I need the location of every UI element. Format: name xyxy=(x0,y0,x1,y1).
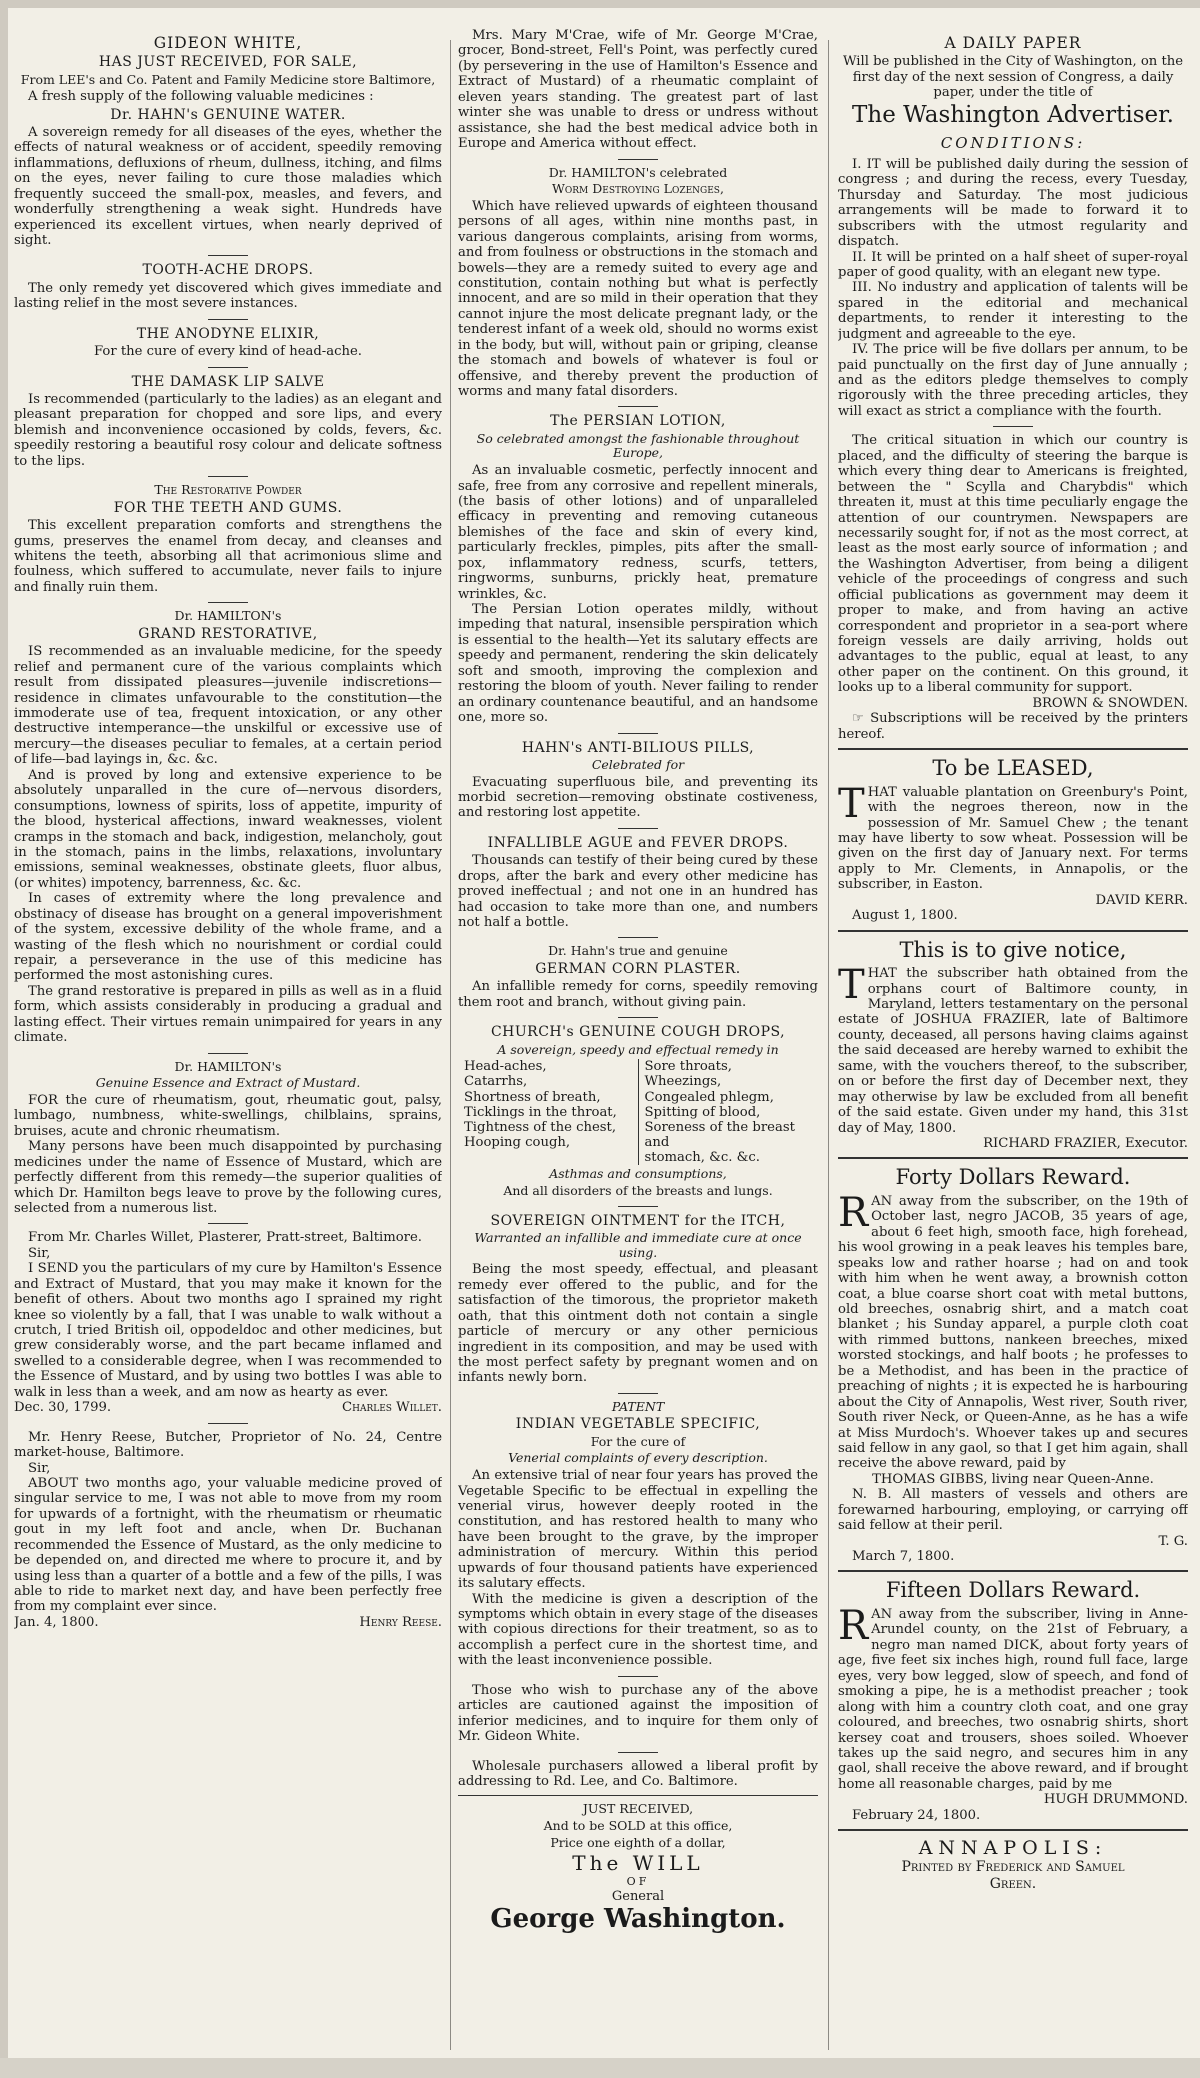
lip-body: Is recommended (particularly to the ladies) as an elegant and pleasant preparation for chopped and sore lips, and every blemish and inconvenience occasioned by colds, fevers, &c. speedily restoring a beautiful rosy colour and delicate softness to the lips. xyxy=(14,391,442,469)
cough-end: And all disorders of the breasts and lungs. xyxy=(503,1183,773,1199)
ad-worm-lozenges xyxy=(458,166,818,400)
mustard-title: Dr. HAMILTON's xyxy=(174,1058,282,1074)
forty-text xyxy=(838,1189,1188,1472)
forty-initials: T. G. xyxy=(1158,1533,1188,1549)
ad-mustard xyxy=(14,1060,442,1217)
symptom: Congealed phlegm, xyxy=(644,1089,774,1105)
ad-restorative-powder xyxy=(14,483,442,595)
ad-gideon-white xyxy=(14,34,442,248)
reese-heading: Mr. Henry Reese, Butcher, Proprietor of No. 24, Centre market-house, Baltimore. xyxy=(14,1429,442,1461)
subscriptions-note: ☞ Subscriptions will be received by the printers hereof. xyxy=(838,711,1188,742)
daily-title: A DAILY PAPER xyxy=(944,34,1082,52)
anodyne-title: THE ANODYNE ELIXIR, xyxy=(136,325,320,342)
imprint-title: ANNAPOLIS: xyxy=(918,1837,1108,1860)
divider xyxy=(618,1393,658,1394)
notice-signature: RICHARD FRAZIER, Executor. xyxy=(983,1135,1188,1151)
reese-body: ABOUT two months ago, your valuable medicine proved of singular service to me, I was not able to move from my room for upwards of a fortnight, with the rheumatism or rheumatic gout in my left foot and ancle, when Dr. Buchanan recommended the Essence of Mustard, as the only medicine to be depended on, and directed me where to procure it, and by using less than a quarter of a bottle and a few of the pills, I was able to ride to market next day, and have been perfectly free from my complaint ever since. xyxy=(14,1475,442,1615)
ad-forty-dollars xyxy=(838,1165,1188,1564)
divider xyxy=(838,1157,1188,1159)
ad-notice-frazier xyxy=(838,938,1188,1152)
lip-title: THE DAMASK LIP SALVE xyxy=(131,373,325,390)
mustard-body-2: Many persons have been much disappointed by purchasing medicines under the name of Essence of Mustard, which are perfectly different from this remedy—the superior qualities of which Dr. Hamilton begs leave to prove by the following cures, selected from a numerous list. xyxy=(14,1139,442,1216)
indian-title: INDIAN VEGETABLE SPECIFIC, xyxy=(515,1416,761,1433)
divider xyxy=(208,319,248,320)
mustard-subtitle: Genuine Essence and Extract of Mustard. xyxy=(95,1075,361,1091)
powder-subtitle: FOR THE TEETH AND GUMS. xyxy=(113,499,343,516)
pills-title: HAHN's ANTI-BILIOUS PILLS, xyxy=(521,739,755,756)
page-edge-bottom xyxy=(0,2058,1200,2078)
willet-date: Dec. 30, 1799. xyxy=(14,1400,112,1416)
itch-subtitle: Warranted an infallible and immediate cure at once using. xyxy=(474,1230,802,1260)
ad-washington-will xyxy=(458,1802,818,1934)
symptom: Hooping cough, xyxy=(464,1135,571,1151)
symptom: Ticklings in the throat, xyxy=(464,1104,617,1120)
forty-nb: N. B. All masters of vessels and others are forewarned harbouring, employing, or carrying off said fellow at their peril. xyxy=(838,1487,1188,1534)
fifteen-date: February 24, 1800. xyxy=(852,1807,981,1823)
persian-title: The PERSIAN LOTION, xyxy=(550,413,726,430)
symptom: Catarrhs, xyxy=(464,1074,528,1090)
imprint xyxy=(838,1837,1188,1892)
forty-title: Forty Dollars Reward. xyxy=(895,1165,1131,1190)
testimonial-mccrae xyxy=(458,28,818,152)
forty-date: March 7, 1800. xyxy=(852,1549,955,1565)
itch-body: Being the most speedy, effectual, and pleasant remedy ever offered to the public, and for the satisfaction of the timorous, the proprietor maketh oath, that this ointment doth not contain a single particle of mercury or any other pernicious ingredient in its composition, and may be used with the most perfect safety by pregnant women and on infants newly born. xyxy=(458,1262,818,1386)
leased-text xyxy=(838,780,1188,893)
cough-subtitle: A sovereign, speedy and effectual remedy in xyxy=(497,1041,779,1057)
forty-signature: THOMAS GIBBS, living near Queen-Anne. xyxy=(872,1471,1154,1487)
indian-subtitle-2: Venerial complaints of every description. xyxy=(508,1450,768,1466)
leased-body: HAT valuable plantation on Greenbury's Point, with the negroes thereon, now in the possession of Mr. Samuel Chew ; the tenant may have liberty to sow wheat. Possession will be given on the first day of January next. For terms apply to Mr. Clements, in Annapolis, or the subscriber, in Easton. xyxy=(838,784,1188,893)
divider xyxy=(618,406,658,407)
divider xyxy=(208,1053,248,1054)
divider xyxy=(618,828,658,829)
corn-body: An infallible remedy for corns, speedily removing them root and branch, without giving pain. xyxy=(458,979,818,1010)
fifteen-body: AN away from the subscriber, living in Anne-Arundel county, on the 21st of February, a negro man named DICK, about forty years of age, five feet six inches high, round full face, large eyes, very bow legged, slow of speech, and fond of smoking a pipe, he is a methodist preacher ; took along with him a country cloth coat, and one gray coloured, and breeches, two osnabrig shirts, short kersey coat and trousers, shoes soiled. Whoever takes up the said negro, and secures him in any gaol, shall receive the above reward, and if brought home all reasonable charges, paid by me xyxy=(838,1607,1188,1792)
symptom: Tightness of the chest, xyxy=(464,1119,617,1135)
notice-text xyxy=(838,962,1188,1136)
ad-fifteen-dollars xyxy=(838,1578,1188,1823)
forty-dropcap: R xyxy=(838,1189,869,1236)
divider xyxy=(618,1676,658,1677)
critical-signature: BROWN & SNOWDEN. xyxy=(1032,695,1188,711)
leased-signature: DAVID KERR. xyxy=(1095,892,1188,908)
ad-to-be-leased xyxy=(838,756,1188,924)
cough-symptoms-left xyxy=(458,1059,639,1165)
ad-grand-restorative xyxy=(14,609,442,1045)
pills-body: Evacuating superfluous bile, and preventing its morbid secretion—removing obstinate costiveness, and restoring lost appetite. xyxy=(458,774,818,821)
persian-subtitle: So celebrated amongst the fashionable throughout Europe, xyxy=(476,430,800,461)
grand-body-2: And is proved by long and extensive experience to be absolutely unparalled in the cure of—nervous disorders, consumptions, lowness of spirits, loss of appetite, impurity of the blood, hysterical affections, inward weaknesses, violent cramps in the stomach and back, indigestion, melancholy, gout in the stomach, pains in the limbs, relaxations, involuntary emissions, seminal weaknesses, obstinate gleets, fluor albus, (or whites) impotency, barrenness, &c. &c. xyxy=(14,767,442,891)
leased-dropcap: T xyxy=(838,780,865,827)
willet-signature: Charles Willet. xyxy=(342,1400,442,1416)
leased-date: August 1, 1800. xyxy=(852,908,958,924)
reese-date: Jan. 4, 1800. xyxy=(14,1614,99,1630)
mustard-body-1: FOR the cure of rheumatism, gout, rheumatic gout, palsy, lumbago, numbness, white-swellings, chilblains, sprains, bruises, acute and chronic rheumatism. xyxy=(14,1092,442,1139)
divider xyxy=(618,1752,658,1753)
divider xyxy=(618,159,658,160)
divider xyxy=(208,476,248,477)
willet-salutation: Sir, xyxy=(28,1245,51,1261)
indian-subtitle: For the cure of xyxy=(590,1433,686,1449)
divider xyxy=(838,1829,1188,1831)
cough-symptoms-right xyxy=(639,1059,819,1165)
divider xyxy=(208,1423,248,1424)
corn-title: Dr. Hahn's true and genuine xyxy=(548,943,728,959)
ad-daily-paper xyxy=(838,34,1188,742)
ad-corn-plaster xyxy=(458,944,818,1010)
notice-body: HAT the subscriber hath obtained from the orphans court of Baltimore county, in Maryland, letters testamentary on the personal estate of JOSHUA FRAZIER, late of Baltimore county, deceased, all persons having claims against the said deceased are hereby warned to exhibit the same, with the vouchers thereof, to the subscriber, on or before the first day of December next, they may otherwise by law be excluded from all benefit of the said estate. Given under my hand, this 31st day of May, 1800. xyxy=(838,966,1188,1136)
divider xyxy=(838,748,1188,750)
divider xyxy=(208,1223,248,1224)
water-body: A sovereign remedy for all diseases of the eyes, whether the effects of natural weakness or of accident, speedily removing inflammations, defluxions of rheum, dullness, itching, and films on the eyes, never failing to cure those maladies which frequently succeed the small-pox, measles, and fevers, and wonderfully strengthening a weak sight. Hundreds have experienced its excellent virtues, when nearly deprived of sight. xyxy=(14,124,442,248)
ad-persian-lotion xyxy=(458,413,818,725)
ad-intro: A fresh supply of the following valuable medicines : xyxy=(28,89,374,105)
grand-body-3: In cases of extremity where the long prevalence and obstinacy of disease has brought on a general impoverishment of the system, excessive debility of the whole frame, and a wasting of the flesh which no nourishment or cordial could repair, a perseverance in the use of this medicine has performed the most astonishing cures. xyxy=(14,891,442,984)
daily-paper-name: The Washington Advertiser. xyxy=(852,102,1174,129)
anodyne-body: For the cure of every kind of head-ache. xyxy=(94,344,362,360)
notice-dropcap: T xyxy=(838,962,865,1009)
forty-body: AN away from the subscriber, on the 19th of October last, negro JACOB, 35 years of age, about 6 feet high, smooth face, high forehead, his wool growing in a peak leaves his temples bare, speaks low and rather hoarse ; had on and took with him when he went away, a brownish cotton coat, a blue coarse short coat with metal buttons, old breeches, osnabrig shirt, and a match coat blanket ; his Sunday apparel, a purple cloth coat with rimmed buttons, nankeen breeches, mixed worsted stockings, and half boots ; he professes to be a Methodist, and has been in the practice of preaching of nights ; it is expected he is harbouring about the City of Annapolis, West river, South river, South river Neck, or Queen-Anne, as he has a wife at Miss Murdoch's. Whoever takes up and secures said fellow in any gaol, so that I get him again, shall receive the above reward, paid by xyxy=(838,1193,1188,1472)
divider xyxy=(618,937,658,938)
symptom: Spitting of blood, xyxy=(644,1104,761,1120)
reese-salutation: Sir, xyxy=(28,1460,51,1476)
persian-body-2: The Persian Lotion operates mildly, without impeding that natural, insensible perspiration which is essential to the health—Yet its salutary effects are speedy and permanent, rendering the skin delicately soft and smooth, improving the complexion and restoring the bloom of youth. Never failing to render an ordinary countenance beautiful, and an handsome one, more so. xyxy=(458,602,818,726)
ague-body: Thousands can testify of their being cured by these drops, after the bark and every other medicine has proved ineffectual ; and not one in an hundred has had occasion to take more than one, and numbers not half a bottle. xyxy=(458,853,818,930)
caution-notice xyxy=(458,1683,818,1745)
column-rule-2 xyxy=(828,40,829,2050)
conditions-title: CONDITIONS: xyxy=(940,134,1086,153)
condition-4: IV. The price will be five dollars per annum, to be paid punctually on the first day of June annually ; and as the editors pledge themselves to comply rigorously with the three preceding articles, they will exact as strict a compliance with the fourth. xyxy=(838,342,1188,419)
fifteen-text xyxy=(838,1603,1188,1792)
worm-title: Dr. HAMILTON's celebrated xyxy=(548,164,728,180)
divider xyxy=(993,426,1033,427)
page-edge-top xyxy=(0,0,1200,8)
ad-antibilious-pills xyxy=(458,740,818,821)
page-edge-left xyxy=(0,0,8,2078)
ad-from: From LEE's and Co. Patent and Family Medicine store Baltimore, xyxy=(20,71,436,87)
wholesale-body: Wholesale purchasers allowed a liberal profit by addressing to Rd. Lee, and Co. Baltimore. xyxy=(458,1758,818,1789)
will-price: Price one eighth of a dollar, xyxy=(550,1834,726,1850)
imprint-line-2: Green. xyxy=(989,1875,1037,1892)
will-sold: And to be SOLD at this office, xyxy=(543,1818,733,1834)
tooth-title: TOOTH-ACHE DROPS. xyxy=(142,262,314,279)
column-2 xyxy=(458,28,818,2058)
indian-body-2: With the medicine is given a description of the symptoms which obtain in every stage of the diseases with copious directions for their treatment, so as to accomplish a perfect cure in the shortest time, and with the least inconvenience possible. xyxy=(458,1591,818,1669)
divider xyxy=(208,367,248,368)
fifteen-title: Fifteen Dollars Reward. xyxy=(885,1578,1141,1603)
cough-symptom-table xyxy=(458,1059,818,1165)
condition-1: I. IT will be published daily during the session of congress ; and during the recess, every Tuesday, Thursday and Saturday. The most judicious arrangements will be made to forward it to subscribers with the utmost regularity and dispatch. xyxy=(838,156,1188,250)
wholesale-notice xyxy=(458,1759,818,1790)
ad-cough-drops xyxy=(458,1024,818,1198)
will-of: OF xyxy=(626,1874,650,1888)
will-name: George Washington. xyxy=(490,1903,786,1934)
ad-ague-drops xyxy=(458,835,818,931)
will-title: The WILL xyxy=(572,1851,704,1876)
cough-asthma: Asthmas and consumptions, xyxy=(549,1166,727,1182)
worm-subtitle: Worm Destroying Lozenges, xyxy=(552,181,724,197)
divider xyxy=(208,255,248,256)
worm-body: Which have relieved upwards of eighteen thousand persons of all ages, within nine months past, in various dangerous complaints, arising from worms, and from foulness or obstructions in the stomach and bowels—they are a remedy suited to every age and constitution, contain nothing but what is perfectly innocent, and are so mild in their operation that they cannot injure the most delicate pregnant lady, or the tenderest infant of a week old, should no worms exist in the body, but will, without pain or griping, cleanse the stomach and bowels of whatever is foul or offensive, and thereby prevent the production of worms and many fatal disorders. xyxy=(458,198,818,399)
willet-body: I SEND you the particulars of my cure by Hamilton's Essence and Extract of Mustard, that you may make it known for the benefit of others. About two months ago I sprained my right knee so violently by a fall, that I was unable to walk without a crutch, I tried British oil, oppodeldoc and other medicines, but grew considerably worse, and the part became inflamed and swelled to a considerable degree, when I was recommended to the Essence of Mustard, and by using two bottles I was able to walk in less than a week, and am now as hearty as ever. xyxy=(14,1261,442,1400)
water-title: Dr. HAHN's GENUINE WATER. xyxy=(110,106,346,123)
symptom: Sore throats, xyxy=(644,1059,732,1075)
pills-subtitle: Celebrated for xyxy=(591,756,685,772)
ad-toothache xyxy=(14,262,442,311)
divider xyxy=(208,602,248,603)
corn-subtitle: GERMAN CORN PLASTER. xyxy=(535,961,741,977)
mccrae-body: Mrs. Mary M'Crae, wife of Mr. George M'Crae, grocer, Bond-street, Fell's Point, was perfectly cured (by persevering in the use of Hamilton's Essence and Extract of Mustard) of a rheumatic complaint of eleven years standing. The greatest part of last winter she was unable to dress or undress without assistance, she had the best medical advice both in Europe and America without effect. xyxy=(458,28,818,152)
reese-signature: Henry Reese. xyxy=(359,1614,442,1630)
willet-heading: From Mr. Charles Willet, Plasterer, Pratt-street, Baltimore. xyxy=(28,1230,422,1246)
persian-body-1: As an invaluable cosmetic, perfectly innocent and safe, free from any corrosive and repellent minerals, (the basis of other lotions) and of unparalleled efficacy in preventing and removing cutaneous blemishes of the face and skin of every kind, particularly freckles, pimples, pits after the small-pox, inflammatory redness, scurfs, tetters, ringworms, sunburns, prickly heat, premature wrinkles, &c. xyxy=(458,463,818,602)
condition-2: II. It will be printed on a half sheet of super-royal paper of good quality, with an elegant new type. xyxy=(838,249,1188,280)
will-received: JUST RECEIVED, xyxy=(582,1801,694,1817)
grand-body-4: The grand restorative is prepared in pills as well as in a fluid form, which assists considerably in producing a gradual and lasting effect. Their virtues remain unimpaired for years in any climate. xyxy=(14,983,442,1046)
ague-title: INFALLIBLE AGUE and FEVER DROPS. xyxy=(487,834,789,851)
symptom: Shortness of breath, xyxy=(464,1089,601,1105)
grand-subtitle: GRAND RESTORATIVE, xyxy=(138,625,318,642)
powder-title: The Restorative Powder xyxy=(154,482,302,498)
ad-anodyne xyxy=(14,326,442,360)
column-3 xyxy=(838,28,1188,2058)
notice-title: This is to give notice, xyxy=(899,937,1127,962)
fifteen-dropcap: R xyxy=(838,1603,869,1650)
ad-itch-ointment xyxy=(458,1213,818,1386)
symptom: Soreness of the breast and xyxy=(644,1119,795,1151)
symptom: Head-aches, xyxy=(464,1059,547,1075)
will-general: General xyxy=(611,1888,665,1904)
reese-signature-line xyxy=(14,1615,442,1630)
letter-willet xyxy=(14,1230,442,1415)
critical-body: The critical situation in which our country is placed, and the difficulty of steering the barque is which every thing dear to Americans is freighted, between the " Scylla and Charybdis" which threaten it, must at this time peculiarly engage the attention of our countrymen. Newspapers are necessarily sought for, if not as the most correct, at least as the most early source of information ; and the Washington Advertiser, from being a diligent vehicle of the proceedings of congress and such official publications as government may deem it proper to make, and from having an active correspondent and proprietor in a sea-port where foreign vessels are daily arriving, holds out advantages to the public, equal at least, to any other paper on the continent. On this ground, it looks up to a liberal community for support. xyxy=(838,433,1188,696)
tooth-body: The only remedy yet discovered which gives immediate and lasting relief in the most severe instances. xyxy=(14,280,442,312)
cough-title: CHURCH's GENUINE COUGH DROPS, xyxy=(490,1024,786,1041)
divider xyxy=(838,1570,1188,1572)
fifteen-signature: HUGH DRUMMOND. xyxy=(1043,1792,1188,1808)
divider xyxy=(838,930,1188,932)
divider xyxy=(618,733,658,734)
ad-vegetable-specific xyxy=(458,1400,818,1669)
condition-3: III. No industry and application of talents will be spared in the editorial and mechanical departments, to render it interesting to the judgment and agreeable to the eye. xyxy=(838,280,1188,342)
willet-signature-line xyxy=(14,1400,442,1415)
itch-title: SOVEREIGN OINTMENT for the ITCH, xyxy=(490,1212,786,1229)
patent-label: PATENT xyxy=(611,1398,665,1414)
imprint-line-1: Printed by Frederick and Samuel xyxy=(901,1859,1125,1876)
powder-body: This excellent preparation comforts and strengthens the gums, preserves the enamel from decay, and cleanses and whitens the teeth, absorbing all that acrimonious slime and foulness, which suffered to accumulate, never fails to injure and finally ruin them. xyxy=(14,518,442,595)
letter-reese xyxy=(14,1430,442,1631)
leased-title: To be LEASED, xyxy=(932,756,1094,781)
divider xyxy=(618,1206,658,1207)
grand-body-1: IS recommended as an invaluable medicine, for the speedy relief and permanent cure of the various complaints which result from dissipated pleasures—juvenile indiscretions—residence in climates unfavourable to the constitution—the immoderate use of tea, frequent intoxication, or any other destructive intemperance—the unskilful or excessive use of mercury—the diseases peculiar to females, at a certain period of life—bad layings in, &c. &c. xyxy=(14,644,442,768)
divider xyxy=(618,1017,658,1018)
ad-lip-salve xyxy=(14,374,442,470)
caution-body: Those who wish to purchase any of the above articles are cautioned against the imposition of inferior medicines, and to inquire for them only of Mr. Gideon White. xyxy=(458,1682,818,1745)
symptom: Wheezings, xyxy=(644,1074,722,1090)
indian-body-1: An extensive trial of near four years has proved the Vegetable Specific to be effectual in expelling the venerial virus, however deeply rooted in the constitution, and has restored health to many who have been brought to the grave, by the improper administration of mercury. Within this period upwards of four thousand patients have experienced its salutary effects. xyxy=(458,1468,818,1592)
symptom: stomach, &c. &c. xyxy=(644,1150,760,1166)
ad-subtitle: HAS JUST RECEIVED, FOR SALE, xyxy=(98,54,358,71)
grand-title: Dr. HAMILTON's xyxy=(174,608,282,624)
daily-body: Will be published in the City of Washington, on the first day of the next session of Congress, a daily paper, under the title of xyxy=(842,54,1184,100)
column-1 xyxy=(14,28,442,2058)
divider xyxy=(458,1795,818,1796)
column-rule-1 xyxy=(450,40,451,2050)
ad-title: GIDEON WHITE, xyxy=(153,34,303,52)
